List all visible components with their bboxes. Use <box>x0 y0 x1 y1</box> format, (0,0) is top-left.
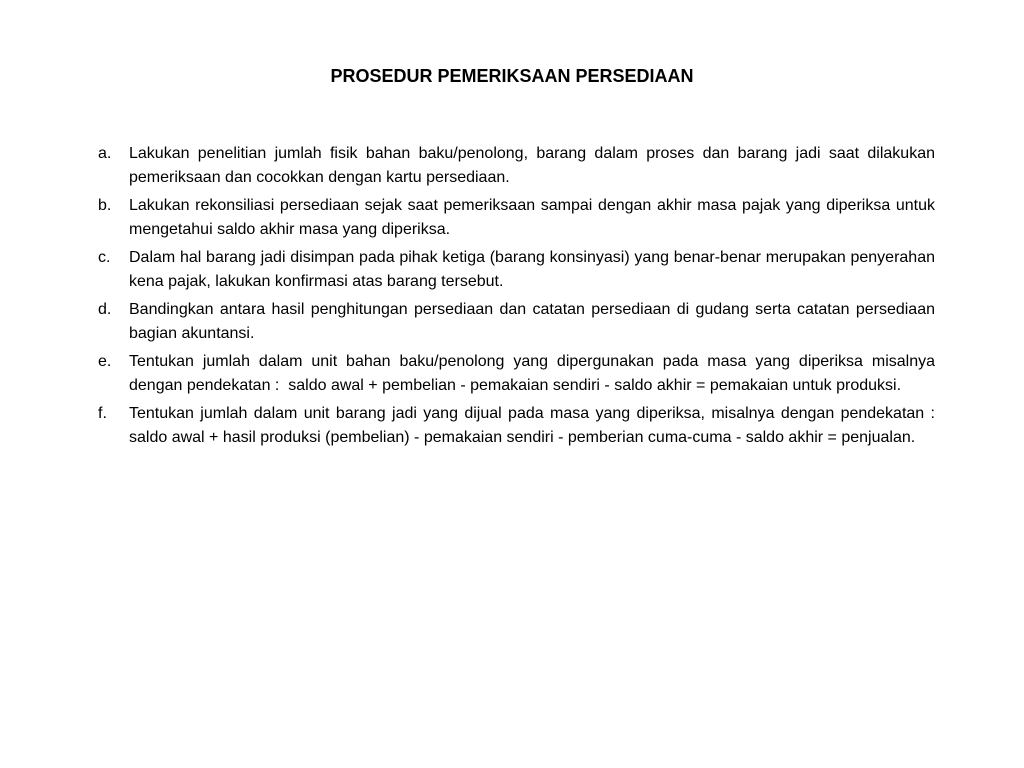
list-item-text: Lakukan penelitian jumlah fisik bahan baku/penolong, barang dalam proses dan barang jadi saat dilakukan pemeriksaan dan cocokkan dengan kartu persediaan. <box>129 145 940 186</box>
list-marker: e. <box>98 353 112 370</box>
list-item-text: Dalam hal barang jadi disimpan pada pihak ketiga (barang konsinyasi) yang benar-benar merupakan penyerahan kena pajak, lakukan konfirmasi atas barang tersebut. <box>129 249 940 290</box>
list-marker: b. <box>98 197 112 214</box>
list-item-text: Bandingkan antara hasil penghitungan persediaan dan catatan persediaan di gudang serta catatan persediaan bagian akuntansi. <box>129 301 940 342</box>
list-item <box>98 298 940 346</box>
list-item <box>98 142 940 190</box>
list-marker: c. <box>98 249 111 266</box>
list-item-text: Tentukan jumlah dalam unit barang jadi yang dijual pada masa yang diperiksa, misalnya dengan pendekatan : saldo awal + hasil produksi (pembelian) - pemakaian sendiri - pemberian cuma-cuma - saldo akhir = penjualan. <box>129 405 940 446</box>
list-item <box>98 402 940 450</box>
list-item <box>98 350 940 398</box>
list-item-text: Tentukan jumlah dalam unit bahan baku/penolong yang dipergunakan pada masa yang diperiksa misalnya dengan pendekatan : saldo awal + pembelian - pemakaian sendiri - saldo akhir = pemakaian untuk produksi. <box>129 353 940 394</box>
page-title: PROSEDUR PEMERIKSAAN PERSEDIAAN <box>330 66 694 86</box>
list-marker: d. <box>98 301 112 318</box>
list-marker: a. <box>98 145 112 162</box>
list-item-text: Lakukan rekonsiliasi persediaan sejak saat pemeriksaan sampai dengan akhir masa pajak yang diperiksa untuk mengetahui saldo akhir masa yang diperiksa. <box>129 197 940 238</box>
list-marker: f. <box>98 405 107 422</box>
list-item <box>98 246 940 294</box>
procedure-list <box>98 142 940 454</box>
list-item <box>98 194 940 242</box>
